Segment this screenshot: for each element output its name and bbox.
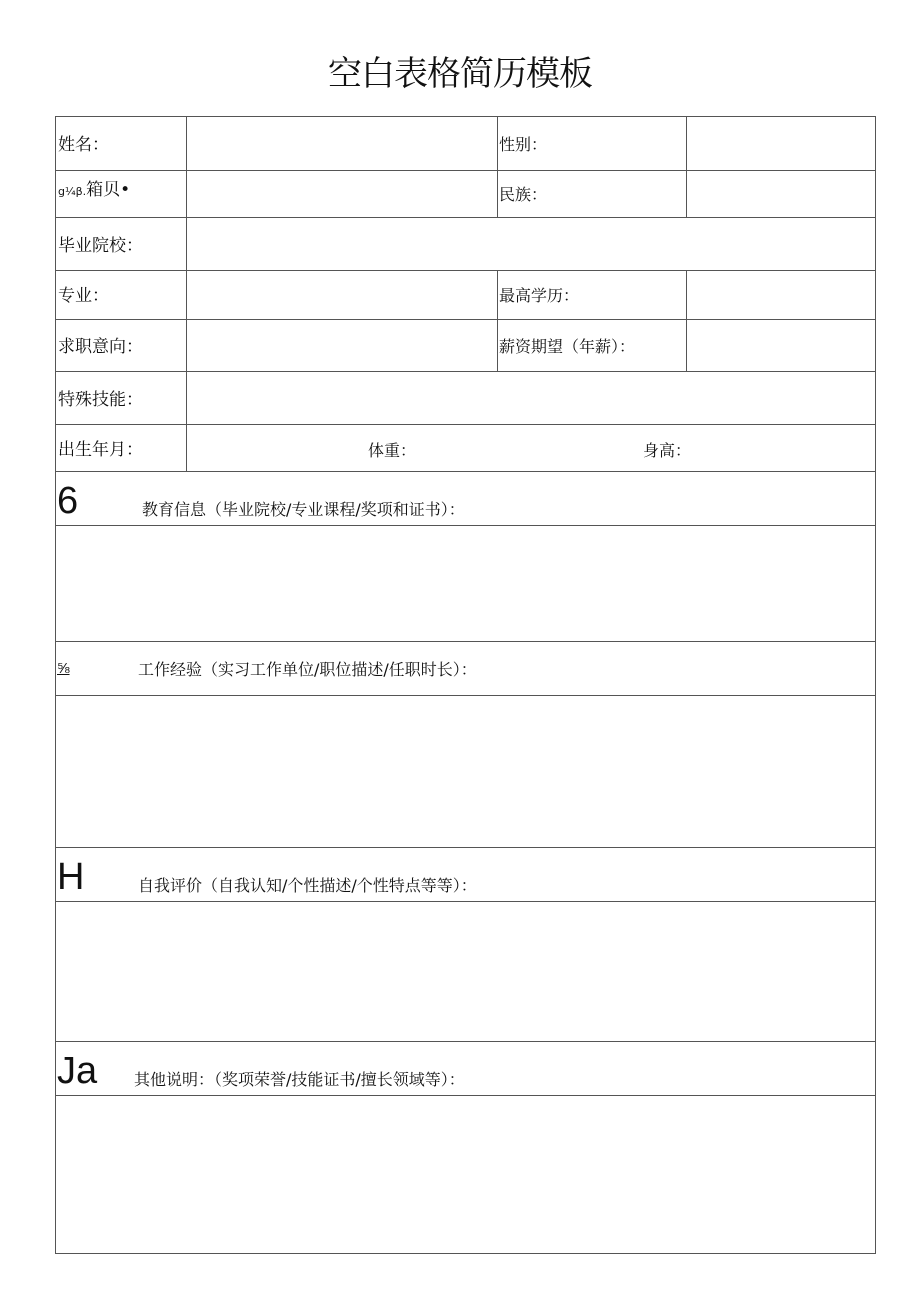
work-section-field[interactable] bbox=[57, 696, 875, 846]
ethnicity-label: 民族： bbox=[499, 185, 548, 204]
major-label: 专业： bbox=[58, 286, 109, 306]
school-label: 毕业院校： bbox=[58, 236, 143, 256]
gender-field[interactable] bbox=[687, 118, 875, 169]
major-field[interactable] bbox=[187, 271, 496, 318]
weight-field[interactable] bbox=[426, 425, 636, 470]
other-notes-section-field[interactable] bbox=[57, 1096, 875, 1252]
page-title: 空白表格简历模板 bbox=[328, 54, 592, 94]
work-section-label: 工作经验（实习工作单位/职位描述/任职时长）： bbox=[138, 660, 477, 679]
other-notes-section-label: 其他说明：（奖项荣誉/技能证书/擅长领域等）： bbox=[134, 1070, 465, 1089]
hometown-field[interactable] bbox=[187, 171, 496, 216]
column-divider bbox=[497, 117, 498, 217]
education-section-field[interactable] bbox=[57, 526, 875, 640]
job-intent-field[interactable] bbox=[187, 320, 496, 370]
self-evaluation-section-label: 自我评价（自我认知/个性描述/个性特点等等）： bbox=[138, 876, 477, 895]
row-divider bbox=[56, 471, 875, 472]
section-glyph-icon: H bbox=[57, 856, 85, 898]
salary-field[interactable] bbox=[687, 320, 875, 370]
column-divider bbox=[497, 270, 498, 371]
skills-label: 特殊技能： bbox=[58, 390, 143, 410]
job-intent-label: 求职意向： bbox=[58, 337, 143, 357]
birth-field[interactable] bbox=[187, 425, 367, 470]
row-divider bbox=[56, 641, 875, 642]
education-section-label: 教育信息（毕业院校/专业课程/奖项和证书）： bbox=[142, 500, 465, 519]
name-field[interactable] bbox=[187, 118, 496, 169]
weight-label: 体重： bbox=[368, 441, 417, 460]
gender-label: 性别： bbox=[499, 135, 548, 154]
height-field[interactable] bbox=[701, 425, 875, 470]
section-glyph-icon: 6 bbox=[57, 480, 79, 522]
ethnicity-field[interactable] bbox=[687, 171, 875, 216]
self-evaluation-section-field[interactable] bbox=[57, 902, 875, 1040]
skills-field[interactable] bbox=[187, 372, 875, 423]
name-label: 姓名： bbox=[58, 135, 109, 155]
row-divider bbox=[56, 847, 875, 848]
section-glyph-icon: ⅝ bbox=[57, 660, 70, 677]
row-divider bbox=[56, 1041, 875, 1042]
salary-label: 薪资期望（年薪）： bbox=[499, 337, 636, 356]
education-label: 最高学历： bbox=[499, 286, 580, 305]
hometown-label: g¼β.箱贝• bbox=[58, 180, 131, 200]
birth-label: 出生年月： bbox=[58, 440, 143, 460]
school-field[interactable] bbox=[187, 218, 875, 269]
section-glyph-icon: Ja bbox=[57, 1050, 98, 1092]
resume-form bbox=[55, 116, 876, 1254]
height-label: 身高： bbox=[643, 441, 692, 460]
education-field[interactable] bbox=[687, 271, 875, 318]
